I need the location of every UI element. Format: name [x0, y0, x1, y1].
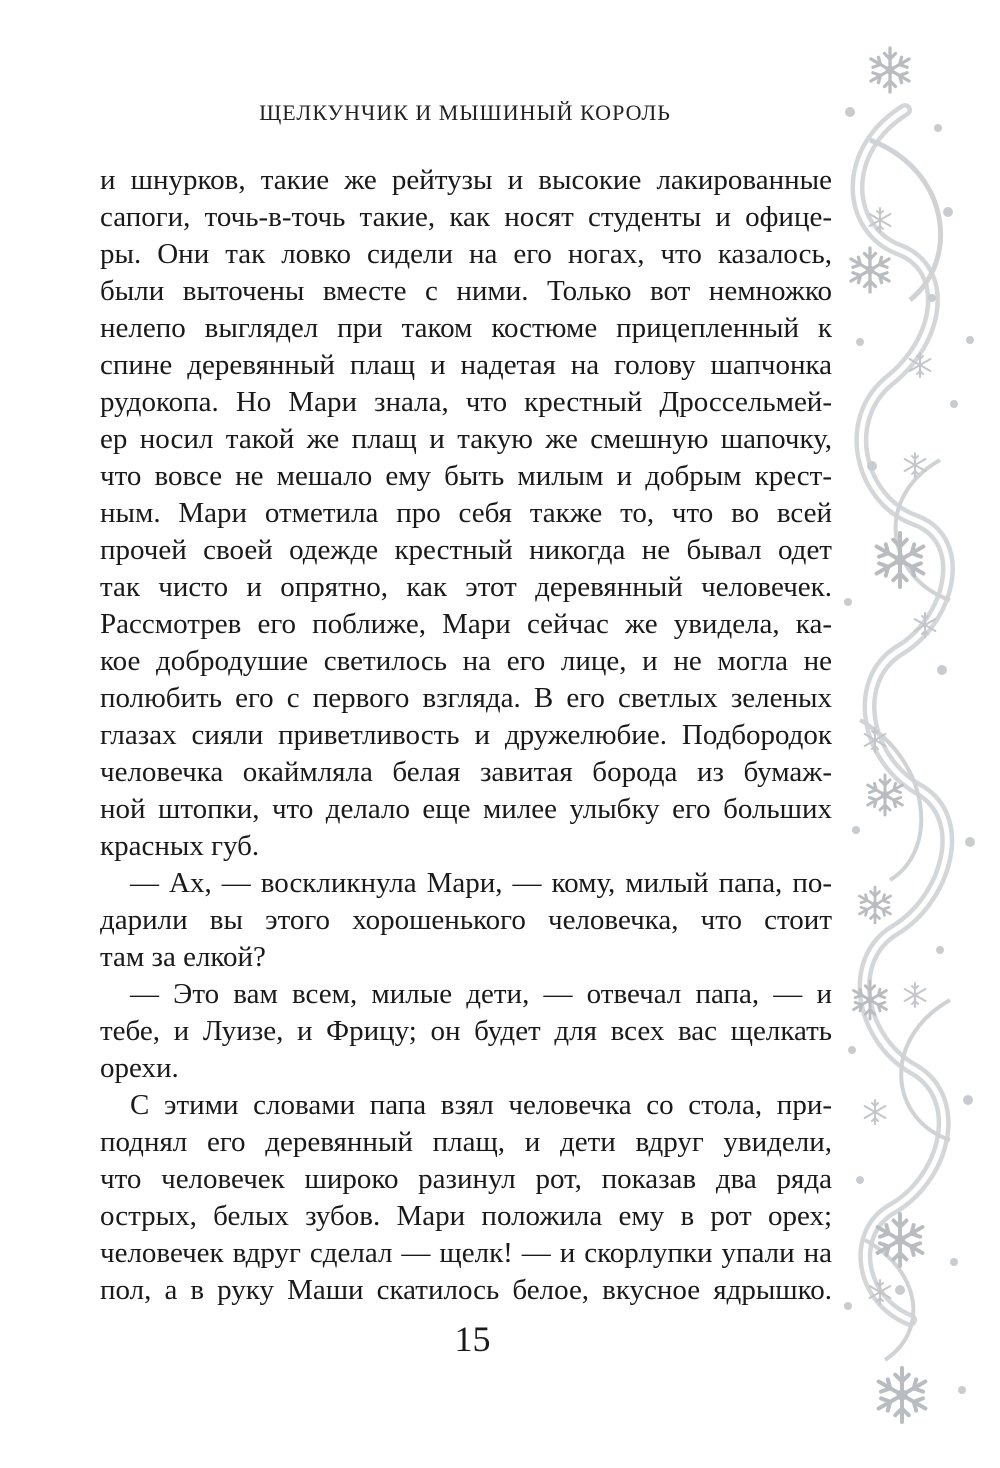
text-line: что вовсе не мешало ему быть милым и добрым крест-: [100, 460, 832, 492]
text-line: что человечек широко разинул рот, показав два ряда: [100, 1163, 832, 1195]
text-line: орехи.: [100, 1052, 179, 1084]
text-line: были выточены вместе с ними. Только вот немножко: [100, 275, 832, 307]
text-line: ной штопки, что делало еще милее улыбку его больших: [100, 793, 832, 825]
text-line: С этими словами папа взял человечка со стола, при-: [130, 1089, 832, 1121]
text-line: — Это вам всем, милые дети, — отвечал папа, — и: [130, 978, 832, 1010]
text-line: ным. Мари отметила про себя также то, что во всей: [100, 497, 832, 529]
text-line: сапоги, точь-в-точь такие, как носят студенты и офице-: [100, 201, 832, 233]
text-line: пол, а в руку Маши скатилось белое, вкусное ядрышко.: [100, 1274, 832, 1306]
text-line: и шнурков, такие же рейтузы и высокие лакированные: [100, 164, 832, 196]
text-line: ры. Они так ловко сидели на его ногах, что казалось,: [100, 238, 832, 270]
text-line: глазах сияли приветливость и дружелюбие. Подбородок: [100, 719, 832, 751]
text-line: поднял его деревянный плащ, и дети вдруг увидели,: [100, 1126, 832, 1158]
running-title: ЩЕЛКУНЧИК И МЫШИНЫЙ КОРОЛЬ: [259, 100, 671, 125]
text-line: ер носил такой же плащ и такую же смешную шапочку,: [100, 423, 832, 455]
text-line: нелепо выглядел при таком костюме прицепленный к: [100, 312, 832, 344]
text-line: рудокопа. Но Мари знала, что крестный Дроссельмей-: [100, 386, 832, 418]
text-line: там за елкой?: [100, 941, 266, 973]
text-line: острых, белых зубов. Мари положила ему в рот орех;: [100, 1200, 832, 1232]
text-line: человечек вдруг сделал — щелк! — и скорлупки упали на: [100, 1237, 832, 1269]
page-number: 15: [454, 1319, 491, 1359]
snowflake-swirl-border-icon: [830, 0, 1000, 1468]
text-line: тебе, и Луизе, и Фрицу; он будет для всех вас щелкать: [100, 1015, 832, 1047]
text-line: Рассмотрев его поближе, Мари сейчас же увидела, ка-: [100, 608, 832, 640]
text-line: полюбить его с первого взгляда. В его светлых зеленых: [100, 682, 832, 714]
text-line: красных губ.: [100, 830, 260, 862]
text-line: спине деревянный плащ и надетая на голову шапчонка: [100, 349, 832, 381]
text-line: так чисто и опрятно, как этот деревянный человечек.: [100, 571, 832, 603]
text-line: дарили вы этого хорошенького человечка, что стоит: [100, 904, 832, 936]
text-line: человечка окаймляла белая завитая борода из бумаж-: [100, 756, 832, 788]
text-line: — Ах, — воскликнула Мари, — кому, милый папа, по-: [130, 867, 832, 899]
text-line: прочей своей одежде крестный никогда не бывал одет: [100, 534, 832, 566]
text-line: кое добродушие светилось на его лице, и не могла не: [100, 645, 832, 677]
body-text: [100, 162, 832, 1309]
